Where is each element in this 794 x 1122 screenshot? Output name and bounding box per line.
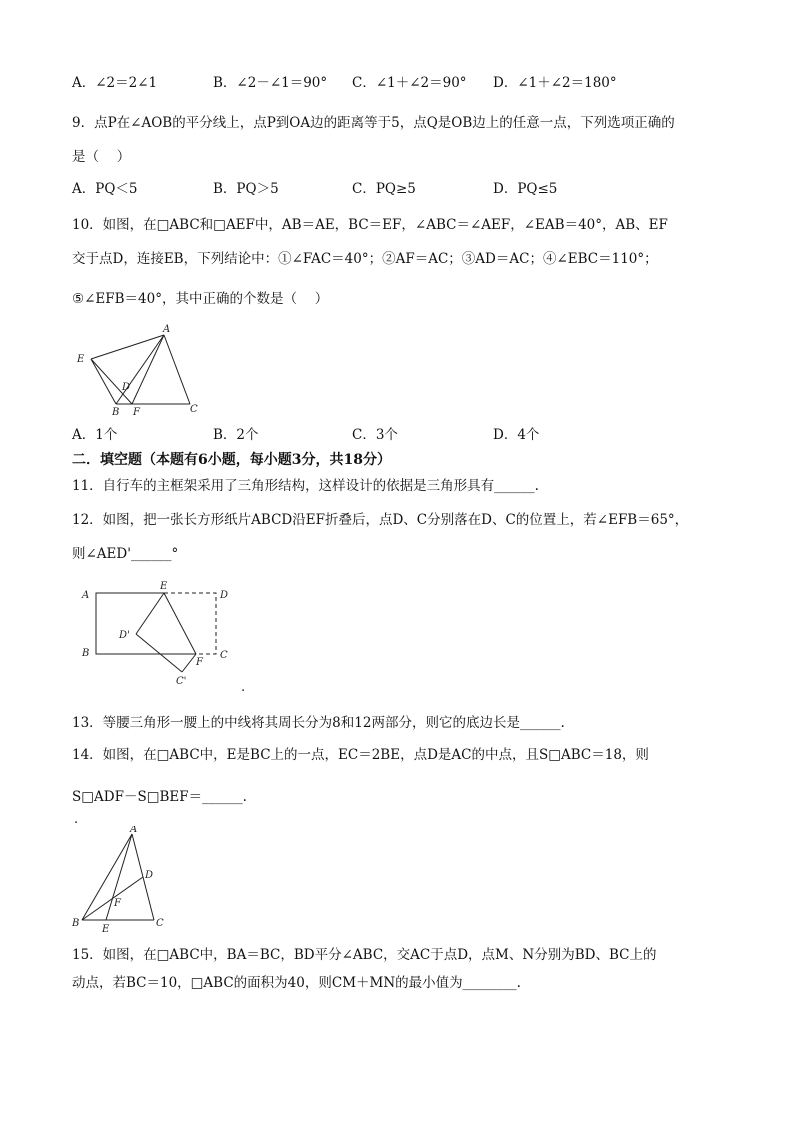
q12-seg-cpf [182, 654, 196, 672]
q8-option-d: D．∠1＋∠2＝180° [493, 75, 617, 91]
q15-text-line1: 15．如图，在□ABC中，BA＝BC，BD平分∠ABC，交AC于点D，点M、N分别为BD、BC上的 [72, 947, 657, 963]
q14-stray-dot: . [74, 812, 79, 827]
q12-label-b: B [82, 648, 90, 659]
q10-text-line1: 10．如图，在□ABC和□AEF中，AB＝AE，BC＝EF，∠ABC＝∠AEF，∠EAB＝40°，AB、EF [72, 217, 668, 233]
q12-label-c: C [220, 650, 228, 661]
q10-label-c: C [190, 404, 198, 415]
q12-rect-dashed [164, 593, 216, 654]
q12-seg-dpcp [136, 634, 182, 672]
q9-text-line1: 9．点P在∠AOB的平分线上，点P到OA边的距离等于5，点Q是OB边上的任意一点，下列选项正确的 [72, 115, 675, 131]
q10-seg-ac [164, 335, 190, 404]
q10-seg-ea [91, 335, 164, 359]
q14-figure [70, 826, 170, 934]
q8-option-b: B．∠2－∠1＝90° [213, 75, 328, 91]
q11-text: 11．自行车的主框架采用了三角形结构，这样设计的依据是三角形具有______. [72, 478, 539, 494]
q12-label-a: A [82, 590, 90, 601]
q10-label-f: F [133, 407, 140, 418]
q12-text-line2: 则∠AED'______° [72, 546, 179, 562]
q14-label-d: D [145, 870, 154, 881]
q10-option-c: C．3个 [352, 427, 398, 443]
q12-text-line1: 12．如图，把一张长方形纸片ABCD沿EF折叠后，点D、C分别落在D、C的位置上，若∠EFB＝65°， [72, 512, 689, 528]
q14-seg-ab [82, 834, 132, 920]
q10-option-a: A．1个 [72, 427, 118, 443]
q14-label-a: A [130, 826, 138, 835]
q12-fold-ef [164, 593, 196, 654]
q10-option-d: D．4个 [493, 427, 540, 443]
q13-text: 13．等腰三角形一腰上的中线将其周长分为8和12两部分，则它的底边长是______. [72, 715, 565, 731]
q14-label-c: C [156, 918, 164, 929]
q8-option-c: C．∠1＋∠2＝90° [352, 75, 467, 91]
q12-label-d: D [220, 590, 229, 601]
q10-label-b: B [112, 407, 120, 418]
q14-label-f: F [114, 898, 121, 909]
q10-text-line3: ⑤∠EFB＝40°，其中正确的个数是（ ） [72, 291, 329, 307]
q9-option-d: D．PQ≤5 [493, 181, 558, 197]
q14-label-b: B [72, 918, 80, 929]
q12-rect-left [96, 593, 196, 654]
q10-label-a: A [163, 324, 171, 335]
q10-option-b: B．2个 [213, 427, 259, 443]
q12-seg-edp [136, 593, 164, 634]
q12-figure [76, 576, 246, 686]
q10-seg-eb [91, 359, 116, 404]
q10-label-d: D [122, 382, 131, 393]
q9-option-b: B．PQ＞5 [213, 181, 279, 197]
q12-label-cprime: C' [176, 676, 187, 686]
q10-seg-af [132, 335, 164, 404]
q14-label-e: E [102, 924, 110, 934]
q10-text-line2: 交于点D，连接EB，下列结论中：①∠FAC＝40°；②AF＝AC；③AD＝AC；④∠EBC＝110°； [72, 251, 658, 267]
q9-option-c: C．PQ≥5 [352, 181, 416, 197]
q12-label-e: E [160, 581, 168, 592]
q8-option-a: A．∠2＝2∠1 [72, 75, 158, 91]
q15-text-line2: 动点，若BC＝10，□ABC的面积为40，则CM＋MN的最小值为________. [72, 975, 521, 991]
q9-option-a: A．PQ＜5 [72, 181, 138, 197]
q14-text-line1: 14．如图，在□ABC中，E是BC上的一点，EC＝2BE，点D是AC的中点，且S□ABC＝18，则 [72, 747, 649, 763]
q10-figure [72, 322, 212, 418]
q9-text-line2: 是（ ） [72, 149, 131, 165]
q12-label-f: F [196, 657, 203, 668]
section-title: 二．填空题（本题有6小题，每小题3分，共18分） [72, 452, 391, 468]
q12-trailing-dot: . [241, 680, 246, 695]
q12-label-dprime: D' [119, 630, 130, 641]
q10-label-e: E [77, 354, 85, 365]
q14-text-line2: S□ADF－S□BEF＝______. [72, 789, 247, 805]
